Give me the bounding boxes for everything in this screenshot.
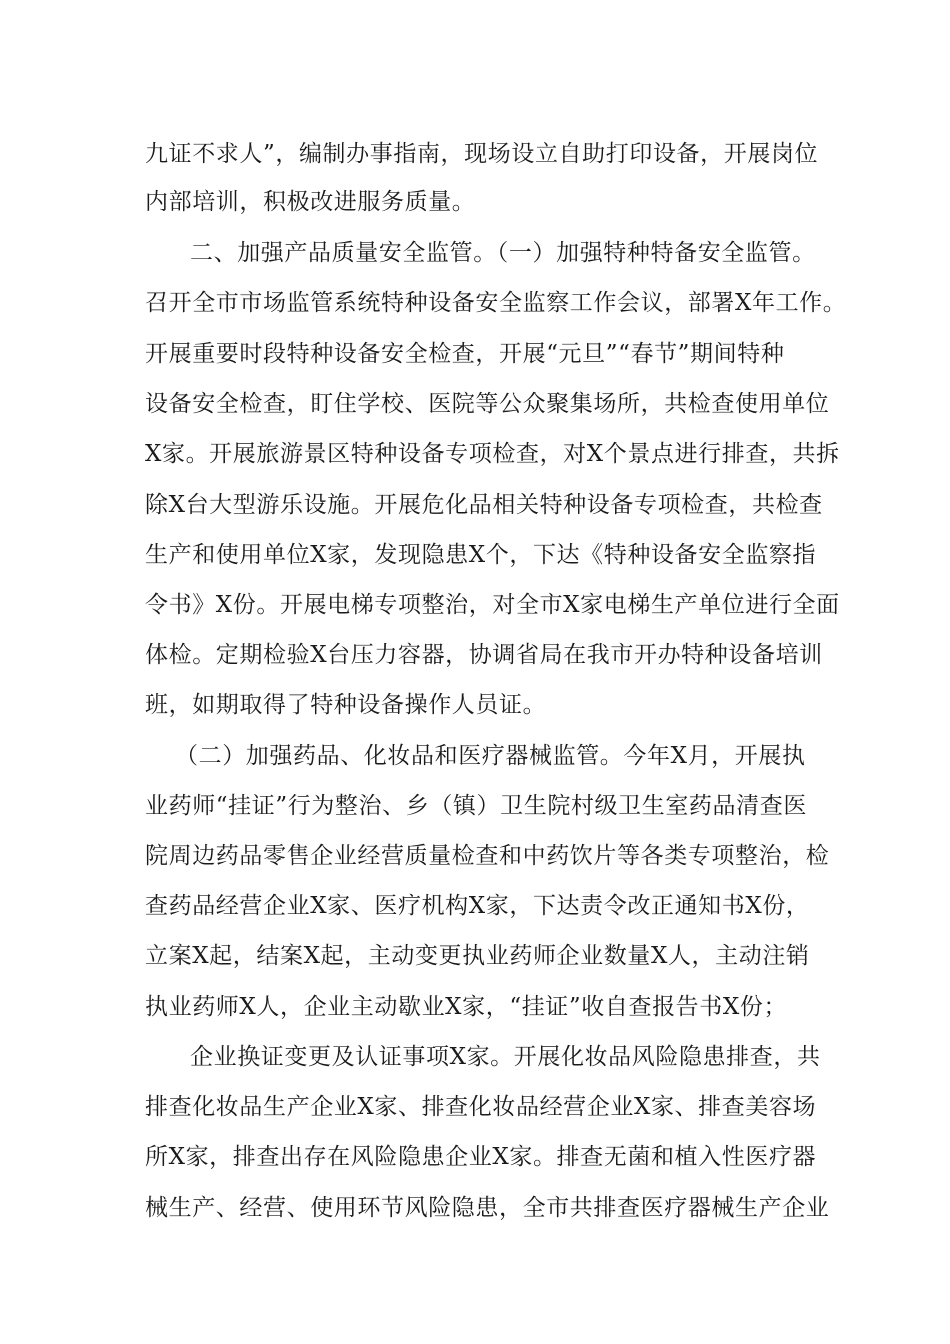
text-line-11: 体检。定期检验X台压力容器，协调省局在我市开办特种设备培训 — [145, 642, 823, 668]
text-line-19: 企业换证变更及认证事项X家。开展化妆品风险隐患排查，共 — [190, 1044, 821, 1070]
text-line-13: （二）加强药品、化妆品和医疗器械监管。今年X月，开展执 — [175, 743, 806, 769]
text-line-3: 二、加强产品质量安全监管。（一）加强特种特备安全监管。 — [190, 240, 816, 266]
text-line-21: 所X家，排查出存在风险隐患企业X家。排查无菌和植入性医疗器 — [145, 1144, 817, 1170]
text-line-17: 立案X起，结案X起，主动变更执业药师企业数量X人，主动注销 — [145, 943, 810, 969]
text-line-7: X家。开展旅游景区特种设备专项检查，对X个景点进行排查，共拆 — [145, 441, 840, 467]
text-line-14: 业药师“挂证”行为整治、乡（镇）卫生院村级卫生室药品清查医 — [145, 793, 807, 819]
text-line-6: 设备安全检查，盯住学校、医院等公众聚集场所，共检查使用单位 — [145, 391, 830, 417]
text-line-15: 院周边药品零售企业经营质量检查和中药饮片等各类专项整治，检 — [145, 843, 830, 869]
text-line-18: 执业药师X人，企业主动歇业X家，“挂证”收自查报告书X份； — [145, 994, 788, 1020]
text-line-20: 排查化妆品生产企业X家、排查化妆品经营企业X家、排查美容场 — [145, 1094, 817, 1120]
text-line-16: 查药品经营企业X家、医疗机构X家，下达责令改正通知书X份， — [145, 893, 810, 919]
text-line-5: 开展重要时段特种设备安全检查，开展“元旦”“春节”期间特种 — [145, 341, 785, 367]
text-line-10: 令书》X份。开展电梯专项整治，对全市X家电梯生产单位进行全面 — [145, 592, 840, 618]
text-line-1: 九证不求人”，编制办事指南，现场设立自助打印设备，开展岗位 — [145, 141, 819, 167]
text-line-22: 械生产、经营、使用环节风险隐患，全市共排查医疗器械生产企业 — [145, 1195, 830, 1221]
text-line-12: 班，如期取得了特种设备操作人员证。 — [145, 692, 547, 718]
text-line-2: 内部培训，积极改进服务质量。 — [145, 189, 476, 215]
text-line-8: 除X台大型游乐设施。开展危化品相关特种设备专项检查，共检查 — [145, 492, 823, 518]
text-line-4: 召开全市市场监管系统特种设备安全监察工作会议，部署X年工作。 — [145, 290, 847, 316]
text-line-9: 生产和使用单位X家，发现隐患X个，下达《特种设备安全监察指 — [145, 542, 817, 568]
